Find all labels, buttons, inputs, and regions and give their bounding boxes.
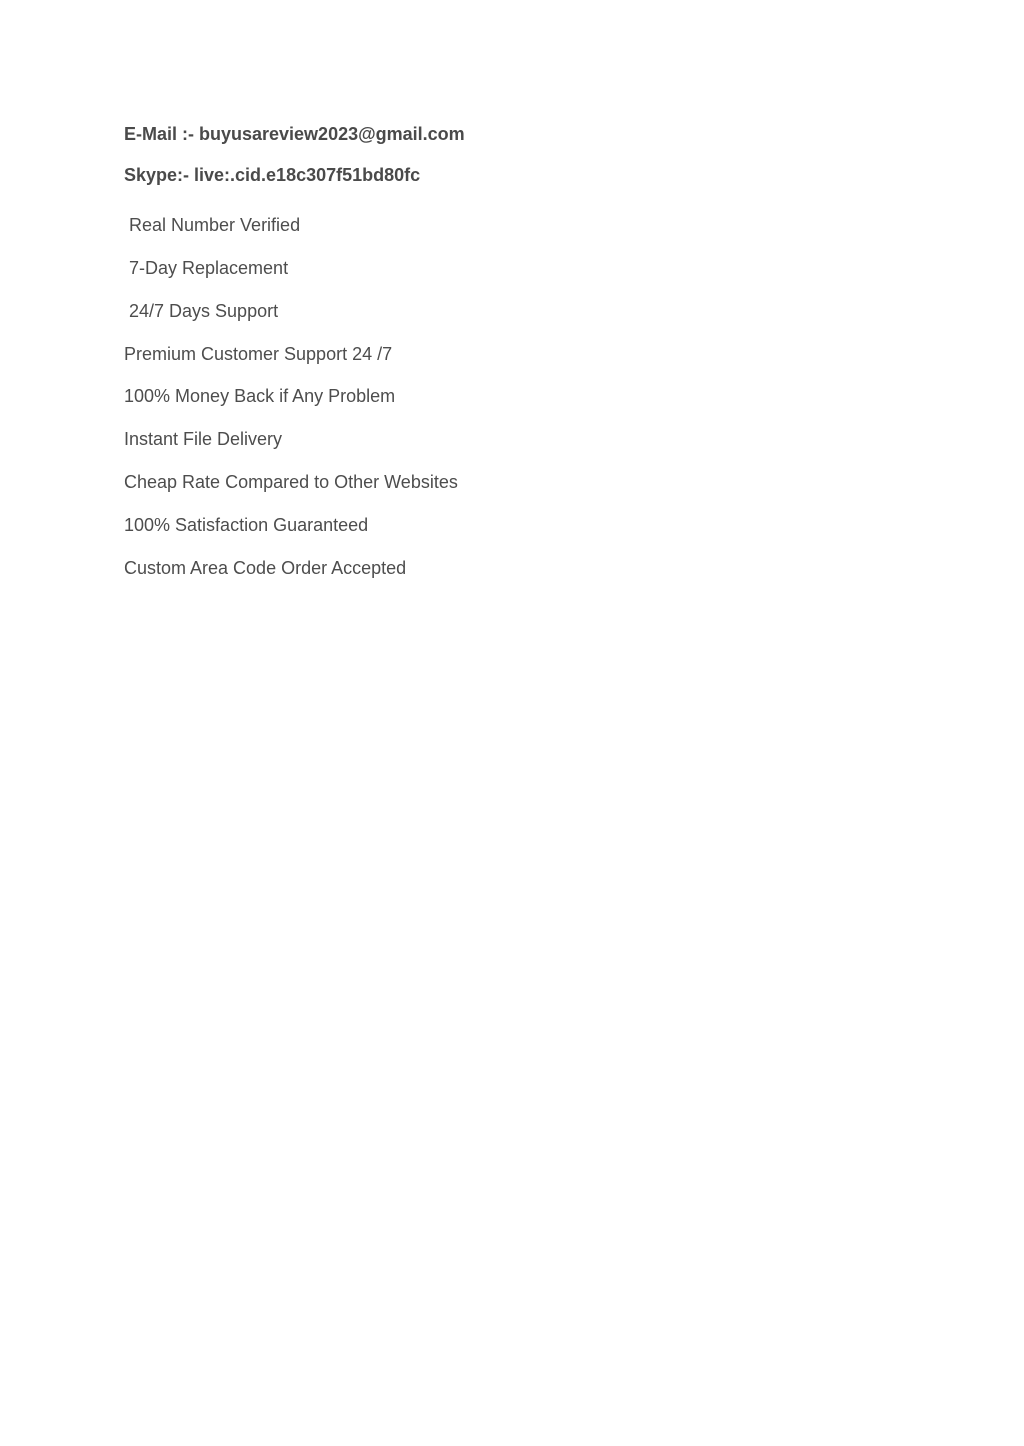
feature-item: Custom Area Code Order Accepted: [124, 558, 407, 578]
feature-item: 100% Satisfaction Guaranteed: [124, 515, 369, 535]
email-line: E-Mail :- buyusareview2023@gmail.com: [124, 124, 465, 144]
feature-item: Cheap Rate Compared to Other Websites: [124, 472, 458, 492]
feature-item: Real Number Verified: [129, 215, 301, 235]
feature-item: 24/7 Days Support: [129, 301, 279, 321]
feature-item: 7-Day Replacement: [129, 258, 289, 278]
feature-item: Premium Customer Support 24 /7: [124, 344, 393, 364]
skype-line: Skype:- live:.cid.e18c307f51bd80fc: [124, 165, 421, 185]
feature-item: Instant File Delivery: [124, 429, 283, 449]
feature-item: 100% Money Back if Any Problem: [124, 386, 396, 406]
